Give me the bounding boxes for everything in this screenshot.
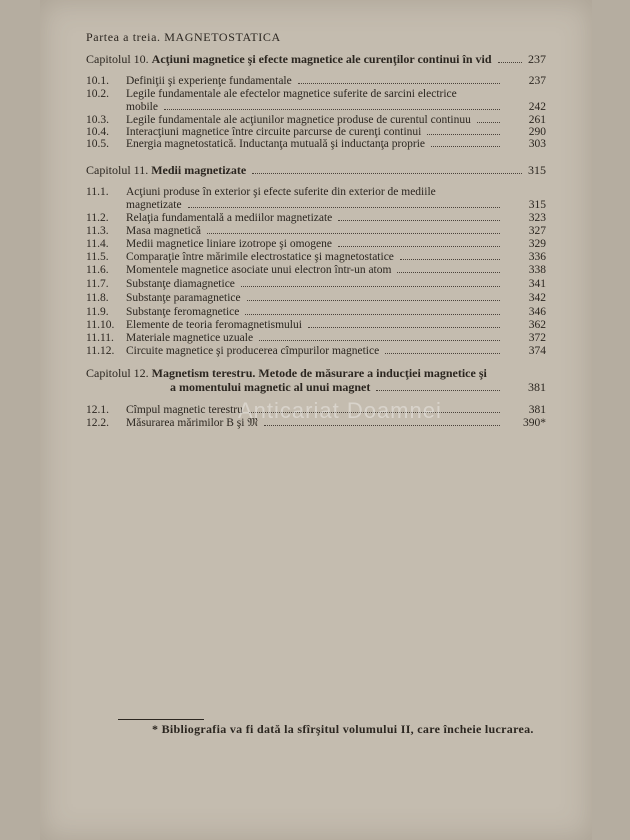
entry-title: Momentele magnetice asociate unui electron într-un atom bbox=[126, 264, 392, 276]
entry-page: 362 bbox=[528, 319, 546, 331]
chapter-11-heading bbox=[86, 163, 546, 178]
chapter-title: Medii magnetizate bbox=[151, 163, 247, 177]
entry-page: 381 bbox=[528, 404, 546, 416]
entry-title: Substanţe feromagnetice bbox=[126, 306, 240, 318]
leader-dots bbox=[188, 206, 500, 208]
entry-number: 11.2. bbox=[86, 212, 109, 224]
leader-dots bbox=[245, 313, 500, 315]
leader-dots bbox=[431, 145, 500, 147]
entry-number: 11.10. bbox=[86, 319, 115, 331]
footnote: * Bibliografia va fi dată la sfîrşitul volumului II, care încheie lucrarea. bbox=[152, 722, 534, 736]
entry-page: 390* bbox=[523, 417, 546, 429]
entry-title: Circuite magnetice şi producerea cîmpurilor magnetice bbox=[126, 345, 380, 357]
entry-page: 261 bbox=[528, 114, 546, 126]
chapter-page: 381 bbox=[528, 380, 546, 394]
footnote-divider bbox=[118, 719, 204, 720]
entry-page: 290 bbox=[528, 126, 546, 138]
entry-number: 11.5. bbox=[86, 251, 109, 263]
chapter-title: Acţiuni magnetice şi efecte magnetice ale curenţilor continui în vid bbox=[151, 52, 492, 66]
leader-dots bbox=[338, 219, 500, 221]
leader-dots bbox=[207, 232, 500, 234]
entry-title: Definiţii şi experienţe fundamentale bbox=[126, 75, 292, 87]
chapter-title-continued: a momentului magnetic al unui magnet bbox=[170, 380, 371, 394]
leader-dots bbox=[247, 299, 500, 301]
part-heading: Partea a treia. MAGNETOSTATICA bbox=[86, 30, 281, 44]
entry-page: 327 bbox=[528, 225, 546, 237]
entry-page: 341 bbox=[528, 278, 546, 290]
chapter-12-heading bbox=[86, 367, 546, 380]
entry-title: Acţiuni produse în exterior şi efecte suferite din exterior de mediile bbox=[126, 186, 436, 198]
entry-title-continued: mobile bbox=[126, 101, 158, 113]
entry-number: 11.11. bbox=[86, 332, 114, 344]
entry-page: 329 bbox=[528, 238, 546, 250]
leader-dots bbox=[164, 108, 500, 110]
entry-page: 338 bbox=[528, 264, 546, 276]
entry-number: 12.1. bbox=[86, 404, 109, 416]
entry-page: 372 bbox=[528, 332, 546, 344]
entry-number: 10.2. bbox=[86, 88, 109, 100]
leader-dots bbox=[338, 245, 500, 247]
leader-dots bbox=[498, 61, 522, 63]
chapter-page: 315 bbox=[528, 163, 546, 177]
entry-title: Medii magnetice liniare izotrope şi omogene bbox=[126, 238, 332, 250]
chapter-title: Magnetism terestru. Metode de măsurare a inducţiei magnetice şi bbox=[151, 366, 487, 380]
entry-title: Cîmpul magnetic terestru bbox=[126, 404, 243, 416]
leader-dots bbox=[427, 133, 500, 135]
entry-number: 11.8. bbox=[86, 292, 109, 304]
leader-dots bbox=[400, 258, 500, 260]
entry-page: 374 bbox=[528, 345, 546, 357]
entry-number: 11.9. bbox=[86, 306, 109, 318]
entry-page: 315 bbox=[528, 199, 546, 211]
entry-title: Energia magnetostatică. Inductanţa mutuală şi inductanţa proprie bbox=[126, 138, 425, 150]
chapter-prefix: Capitolul 10. bbox=[86, 52, 149, 66]
leader-dots bbox=[259, 339, 500, 341]
entry-title: Elemente de teoria feromagnetismului bbox=[126, 319, 302, 331]
entry-title: Legile fundamentale ale efectelor magnetice suferite de sarcini electrice bbox=[126, 88, 457, 100]
entry-page: 342 bbox=[528, 292, 546, 304]
leader-dots bbox=[241, 285, 500, 287]
chapter-10-heading bbox=[86, 52, 546, 67]
entry-page: 346 bbox=[528, 306, 546, 318]
entry-number: 11.12. bbox=[86, 345, 115, 357]
leader-dots bbox=[385, 352, 500, 354]
leader-dots bbox=[397, 271, 500, 273]
entry-title: Substanţe paramagnetice bbox=[126, 292, 241, 304]
entry-title: Măsurarea mărimilor B şi 𝔐 bbox=[126, 417, 258, 429]
entry-number: 11.3. bbox=[86, 225, 109, 237]
entry-title: Materiale magnetice uzuale bbox=[126, 332, 254, 344]
entry-number: 10.5. bbox=[86, 138, 109, 150]
entry-title: Interacţiuni magnetice între circuite parcurse de curenţi continui bbox=[126, 126, 422, 138]
entry-number: 11.1. bbox=[86, 186, 109, 198]
leader-dots bbox=[308, 326, 500, 328]
entry-page: 242 bbox=[528, 101, 546, 113]
leader-dots bbox=[477, 121, 500, 123]
leader-dots bbox=[376, 389, 500, 391]
chapter-page: 237 bbox=[528, 52, 546, 66]
entry-title: Masa magnetică bbox=[126, 225, 202, 237]
entry-title-continued: magnetizate bbox=[126, 199, 182, 211]
entry-number: 11.4. bbox=[86, 238, 109, 250]
entry-page: 303 bbox=[528, 138, 546, 150]
entry-title: Comparaţie între mărimile electrostatice şi magnetostatice bbox=[126, 251, 394, 263]
entry-title: Legile fundamentale ale acţiunilor magnetice produse de curentul continuu bbox=[126, 114, 471, 126]
leader-dots bbox=[264, 424, 500, 426]
leader-dots bbox=[298, 82, 500, 84]
entry-title: Relaţia fundamentală a mediilor magnetizate bbox=[126, 212, 333, 224]
watermark: Anticariat Doamnei bbox=[238, 398, 442, 423]
entry-number: 10.4. bbox=[86, 126, 109, 138]
chapter-prefix: Capitolul 11. bbox=[86, 163, 149, 177]
entry-page: 323 bbox=[528, 212, 546, 224]
entry-number: 12.2. bbox=[86, 417, 109, 429]
entry-number: 11.6. bbox=[86, 264, 109, 276]
chapter-prefix: Capitolul 12. bbox=[86, 366, 149, 380]
entry-title: Substanţe diamagnetice bbox=[126, 278, 235, 290]
entry-number: 10.3. bbox=[86, 114, 109, 126]
entry-number: 11.7. bbox=[86, 278, 109, 290]
leader-dots bbox=[252, 172, 522, 174]
entry-page: 336 bbox=[528, 251, 546, 263]
entry-page: 237 bbox=[528, 75, 546, 87]
entry-number: 10.1. bbox=[86, 75, 109, 87]
